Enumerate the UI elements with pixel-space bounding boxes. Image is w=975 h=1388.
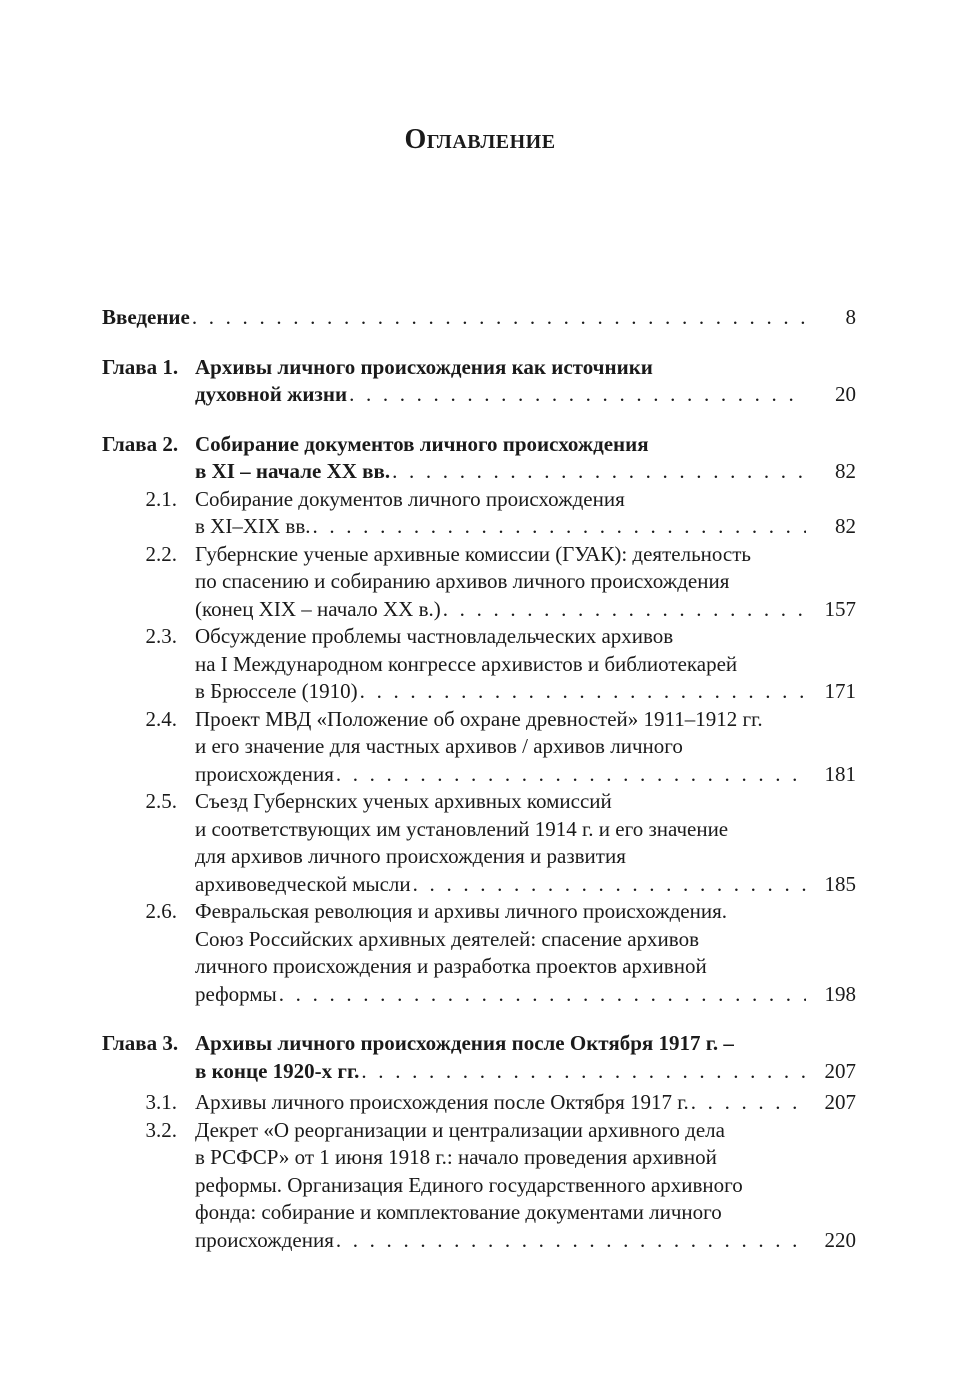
toc-entry-number: 2.2.	[145, 541, 177, 566]
dot-leader	[279, 981, 806, 1009]
toc-page-number: 220	[824, 1227, 856, 1252]
toc-page-number: 20	[835, 382, 856, 406]
toc-entry-title-line: Союз Российских архивных деятелей: спасение архивов	[195, 926, 699, 951]
toc-entry-title-line: в конце 1920-х гг.	[195, 1058, 360, 1083]
toc-page-number: 82	[835, 514, 856, 538]
dot-leader	[691, 1089, 806, 1117]
toc-entry-section-3-1[interactable]	[102, 1089, 856, 1117]
toc-entry-number: 2.5.	[145, 789, 177, 813]
page-title: Оглавление	[404, 124, 556, 155]
toc-entry-title-line: для архивов личного происхождения и развития	[195, 844, 626, 868]
dot-leader	[336, 1227, 806, 1255]
toc-entry-section-2-3[interactable]	[102, 623, 856, 706]
toc-page-number: 198	[824, 981, 856, 1006]
toc-entry-number: 3.2.	[145, 1117, 177, 1142]
toc-entry-title-line: происхождения	[195, 761, 334, 786]
toc-entry-title-line: Февральская революция и архивы личного происхождения.	[195, 899, 727, 923]
dot-leader	[361, 1058, 806, 1086]
toc-entry-title-line: Проект МВД «Положение об охране древностей» 1911–1912 гг.	[195, 706, 763, 731]
toc-entry-section-2-4[interactable]	[102, 706, 856, 789]
toc-entry-chapter-1[interactable]	[102, 354, 856, 409]
toc-entry-section-2-2[interactable]	[102, 541, 856, 624]
table-of-contents	[102, 304, 856, 1254]
toc-entry-title-line: Архивы личного происхождения после Октября 1917 г. –	[195, 1031, 734, 1055]
toc-entry-title-line: Съезд Губернских ученых архивных комиссий	[195, 789, 612, 813]
toc-entry-title: Введение	[102, 305, 190, 329]
toc-entry-title-line: Собирание документов личного происхождения	[195, 486, 625, 511]
toc-entry-title-line: фонда: собирание и комплектование документами личного	[195, 1200, 722, 1224]
toc-page-number: 207	[824, 1090, 856, 1114]
toc-page-number: 185	[824, 871, 856, 896]
toc-entry-section-3-2[interactable]	[102, 1117, 856, 1255]
toc-entry-title-line: и его значение для частных архивов / архивов личного	[195, 734, 683, 758]
toc-entry-title-line: духовной жизни	[195, 382, 348, 406]
toc-entry-title-line: Архивы личного происхождения после Октября 1917 г.	[195, 1090, 689, 1114]
toc-page-number: 82	[835, 459, 856, 483]
toc-entry-title-line: Обсуждение проблемы частновладельческих архивов	[195, 624, 674, 648]
toc-entry-title-line: реформы. Организация Единого государственного архивного	[195, 1172, 743, 1197]
toc-entry-title-line: и соответствующих им установлений 1914 г. и его значение	[195, 816, 729, 841]
toc-entry-title-line: в XI – начале XX вв.	[195, 459, 391, 483]
toc-page-number: 207	[824, 1058, 856, 1083]
toc-entry-title-line: (конец XIX – начало XX в.)	[195, 596, 441, 621]
toc-entry-section-2-1[interactable]	[102, 486, 856, 541]
toc-page-number: 171	[824, 679, 856, 703]
toc-entry-number: 2.1.	[145, 486, 177, 511]
toc-page-number: 8	[845, 305, 856, 329]
dot-leader	[192, 304, 806, 332]
toc-entry-number: Глава 1.	[102, 354, 179, 379]
toc-entry-chapter-3[interactable]	[102, 1030, 856, 1085]
toc-entry-section-2-5[interactable]	[102, 788, 856, 898]
toc-entry-title-line: в РСФСР» от 1 июня 1918 г.: начало проведения архивной	[195, 1145, 717, 1169]
toc-entry-title-line: личного происхождения и разработка проектов архивной	[195, 954, 707, 978]
toc-entry-title-line: архивоведческой мысли	[195, 871, 411, 896]
toc-entry-number: 3.1.	[145, 1090, 177, 1114]
dot-leader	[360, 678, 806, 706]
dot-leader	[443, 596, 806, 624]
dot-leader	[336, 761, 806, 789]
dot-leader	[349, 381, 806, 409]
toc-entry-title-line: на I Международном конгрессе архивистов и библиотекарей	[195, 651, 738, 676]
toc-entry-title-line: происхождения	[195, 1227, 334, 1252]
toc-entry-title-line: в XI–XIX вв.	[195, 514, 311, 538]
toc-entry-section-2-6[interactable]	[102, 898, 856, 1008]
toc-entry-number: 2.3.	[145, 624, 177, 648]
toc-entry-title-line: Губернские ученые архивные комиссии (ГУАК): деятельность	[195, 541, 751, 566]
toc-entry-number: Глава 3.	[102, 1031, 179, 1055]
toc-entry-title-line: Собирание документов личного происхождения	[195, 431, 649, 456]
toc-entry-title-line: реформы	[195, 981, 277, 1006]
toc-entry-title-line: Декрет «О реорганизации и централизации архивного дела	[195, 1117, 725, 1142]
toc-entry-introduction[interactable]	[102, 304, 856, 332]
toc-entry-chapter-2[interactable]	[102, 431, 856, 486]
dot-leader	[392, 458, 806, 486]
dot-leader	[312, 513, 806, 541]
toc-entry-title-line: Архивы личного происхождения как источники	[195, 354, 653, 379]
toc-entry-title-line: по спасению и собиранию архивов личного происхождения	[195, 569, 730, 593]
toc-entry-title-line: в Брюсселе (1910)	[195, 679, 358, 703]
toc-page-number: 181	[824, 761, 856, 786]
toc-entry-number: 2.4.	[145, 706, 177, 731]
dot-leader	[413, 871, 806, 899]
toc-page-number: 157	[824, 596, 856, 621]
toc-entry-number: Глава 2.	[102, 431, 179, 456]
toc-entry-number: 2.6.	[145, 899, 177, 923]
